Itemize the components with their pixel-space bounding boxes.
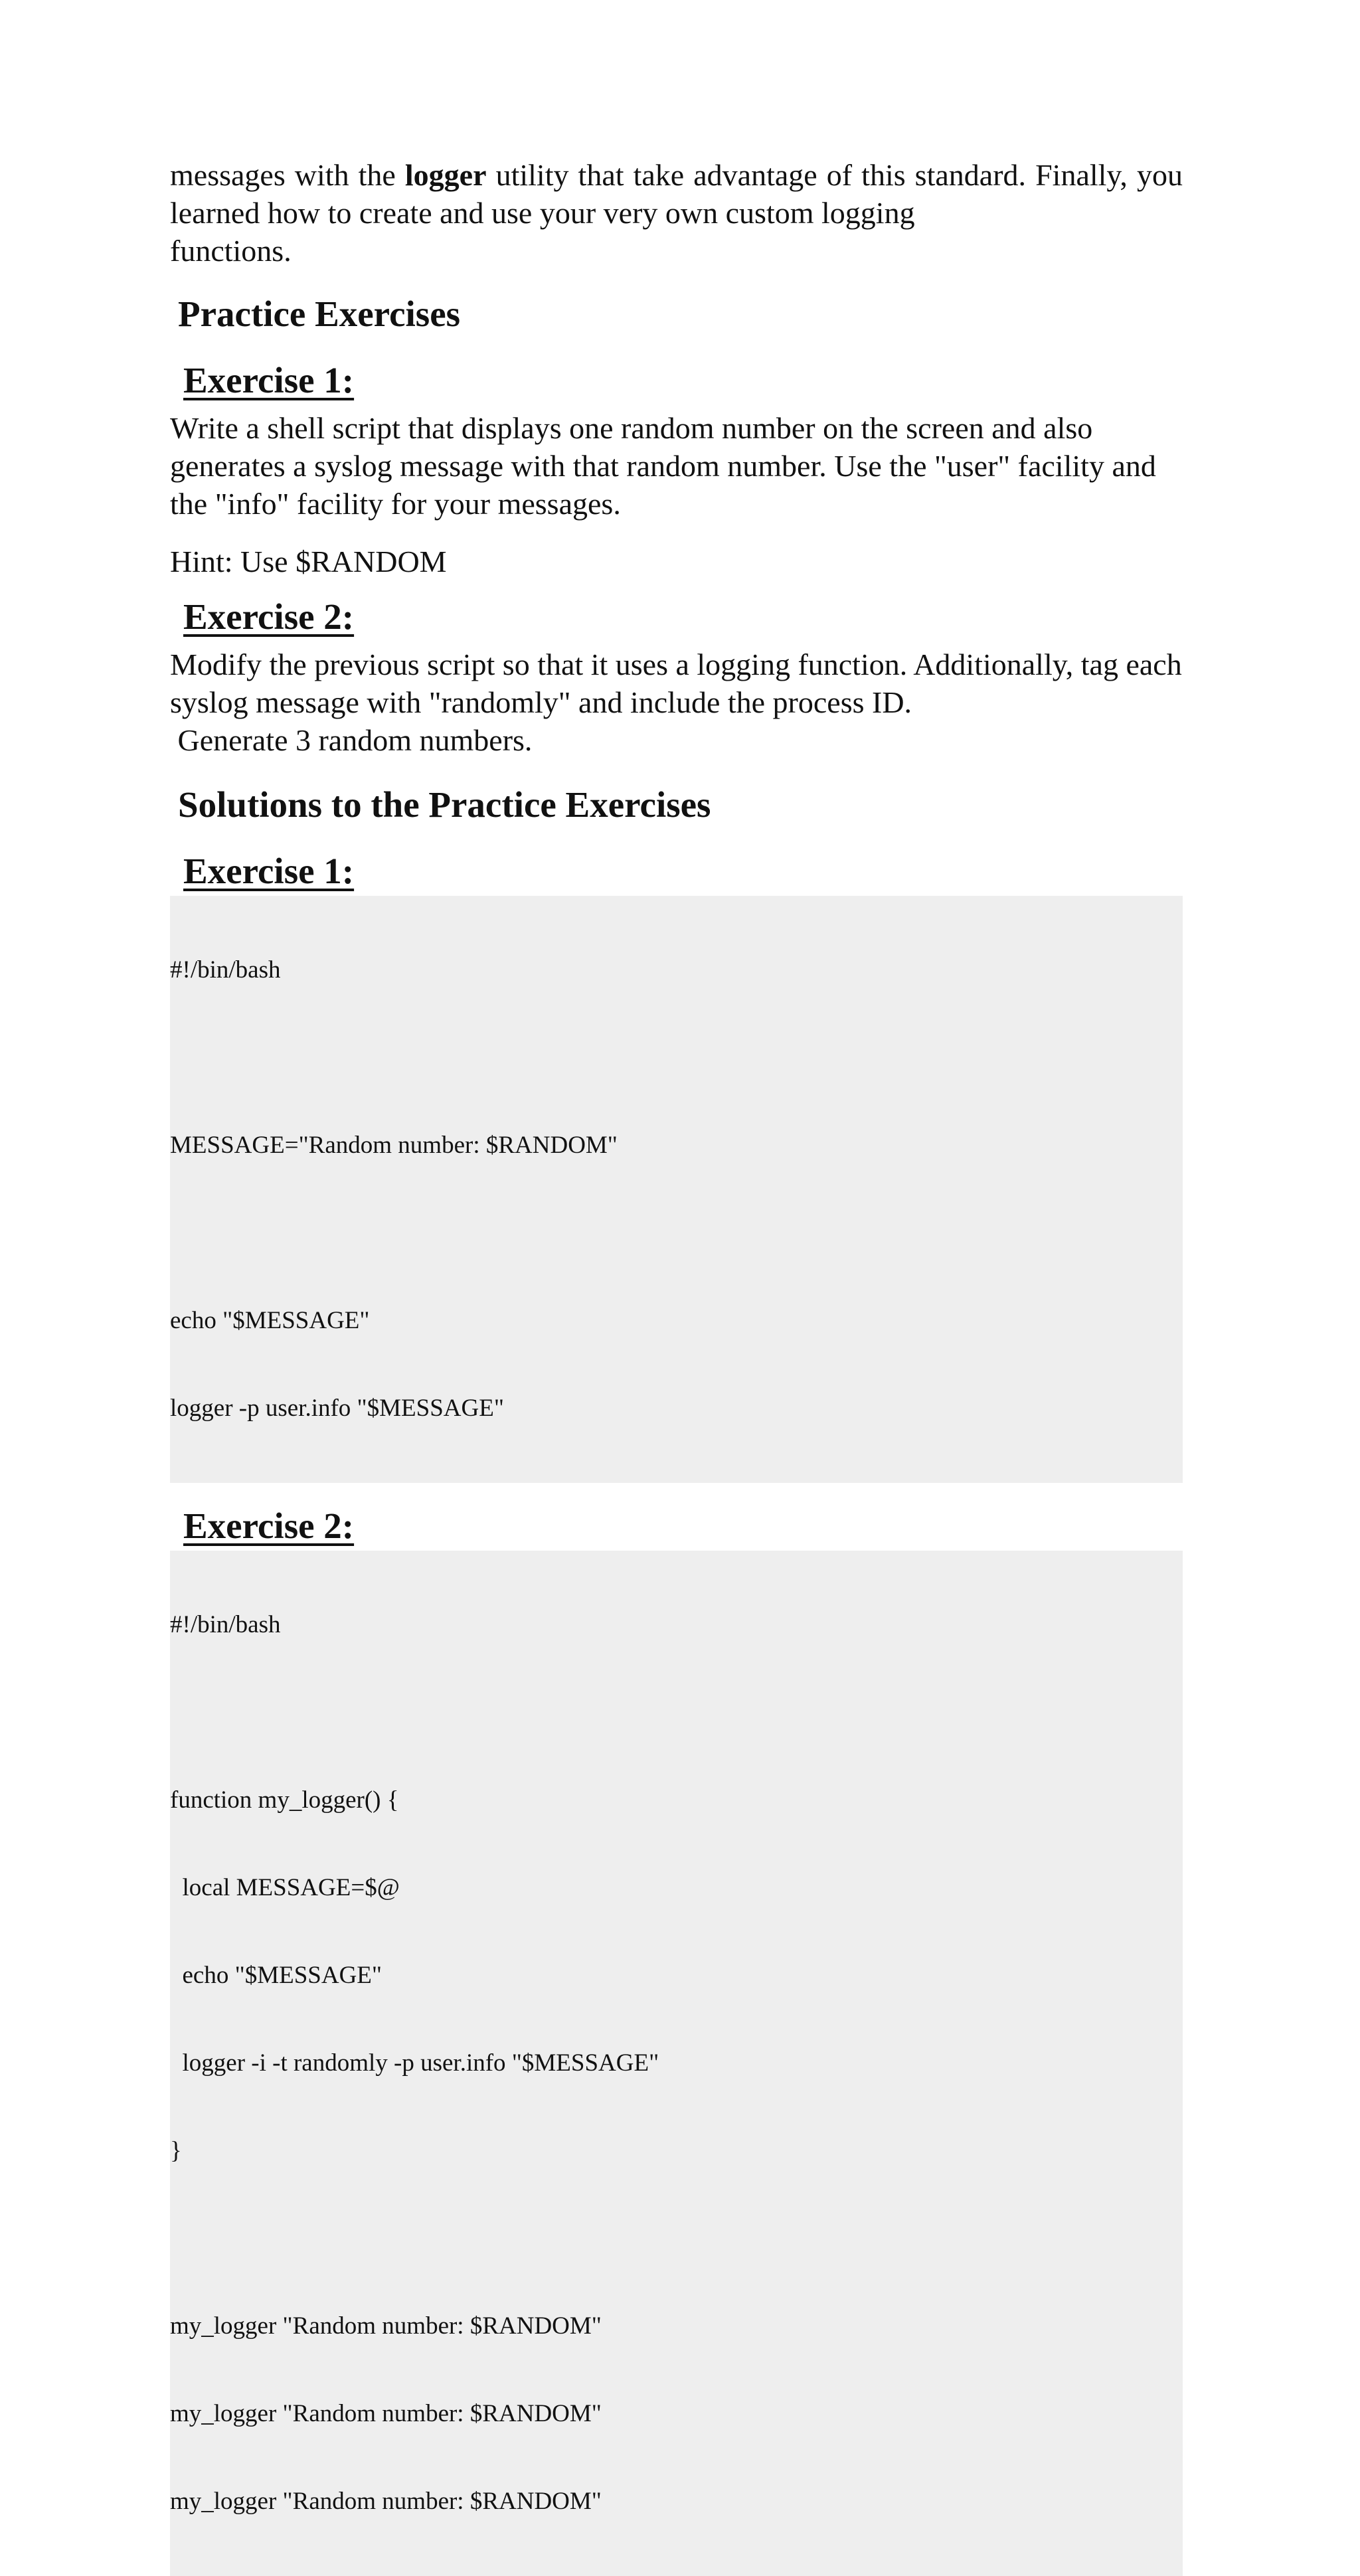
document-page bbox=[170, 156, 1183, 2576]
intro-text-start: messages with the bbox=[170, 158, 405, 192]
code-line: echo "$MESSAGE" bbox=[170, 1962, 382, 1989]
code-line bbox=[170, 1219, 1183, 1248]
code-line: logger -i -t randomly -p user.info "$MESSAGE" bbox=[170, 2049, 659, 2077]
practice-exercise-2-text-extra: Generate 3 random numbers. bbox=[170, 723, 533, 757]
code-line bbox=[170, 2224, 1183, 2253]
code-line: my_logger "Random number: $RANDOM" bbox=[170, 2312, 602, 2340]
code-line: #!/bin/bash bbox=[170, 1611, 281, 1638]
code-line: my_logger "Random number: $RANDOM" bbox=[170, 2488, 602, 2515]
code-line: } bbox=[170, 2137, 182, 2164]
code-line: local MESSAGE=$@ bbox=[170, 1874, 400, 1901]
solution-exercise-2-code bbox=[170, 1551, 1183, 2576]
code-line: echo "$MESSAGE" bbox=[170, 1307, 370, 1334]
code-line: #!/bin/bash bbox=[170, 956, 281, 984]
solutions-heading: Solutions to the Practice Exercises bbox=[178, 784, 711, 825]
intro-text-rest: utility that take advantage of this standard. Finally, you learned how to create and use your very own custom logging bbox=[170, 158, 1183, 230]
code-line: function my_logger() { bbox=[170, 1786, 399, 1814]
code-line bbox=[170, 1043, 1183, 1073]
practice-exercise-1-text: Write a shell script that displays one random number on the screen and also generates a syslog message with that random number. Use the "user" facility and the "info" facility for your messages. bbox=[170, 411, 1156, 521]
intro-paragraph bbox=[170, 156, 1183, 270]
solution-exercise-1-title: Exercise 1: bbox=[183, 851, 355, 891]
practice-exercise-2-text bbox=[170, 645, 1183, 759]
code-line: logger -p user.info "$MESSAGE" bbox=[170, 1395, 504, 1422]
code-line: my_logger "Random number: $RANDOM" bbox=[170, 2400, 602, 2427]
practice-exercise-1-title: Exercise 1: bbox=[183, 360, 355, 400]
logger-keyword: logger bbox=[404, 158, 487, 192]
solution-exercise-1-code bbox=[170, 896, 1183, 1483]
practice-exercise-1-hint: Hint: Use $RANDOM bbox=[170, 545, 447, 578]
code-line: MESSAGE="Random number: $RANDOM" bbox=[170, 1132, 618, 1159]
code-line bbox=[170, 1698, 1183, 1727]
practice-exercise-2-text-main: Modify the previous script so that it uses a logging function. Additionally, tag each syslog message with "randomly" and include the process ID. bbox=[170, 647, 1182, 719]
practice-exercises-heading: Practice Exercises bbox=[178, 294, 461, 334]
solution-exercise-2-title: Exercise 2: bbox=[183, 1505, 355, 1546]
practice-exercise-2-title: Exercise 2: bbox=[183, 596, 355, 637]
intro-text-end: functions. bbox=[170, 234, 292, 268]
